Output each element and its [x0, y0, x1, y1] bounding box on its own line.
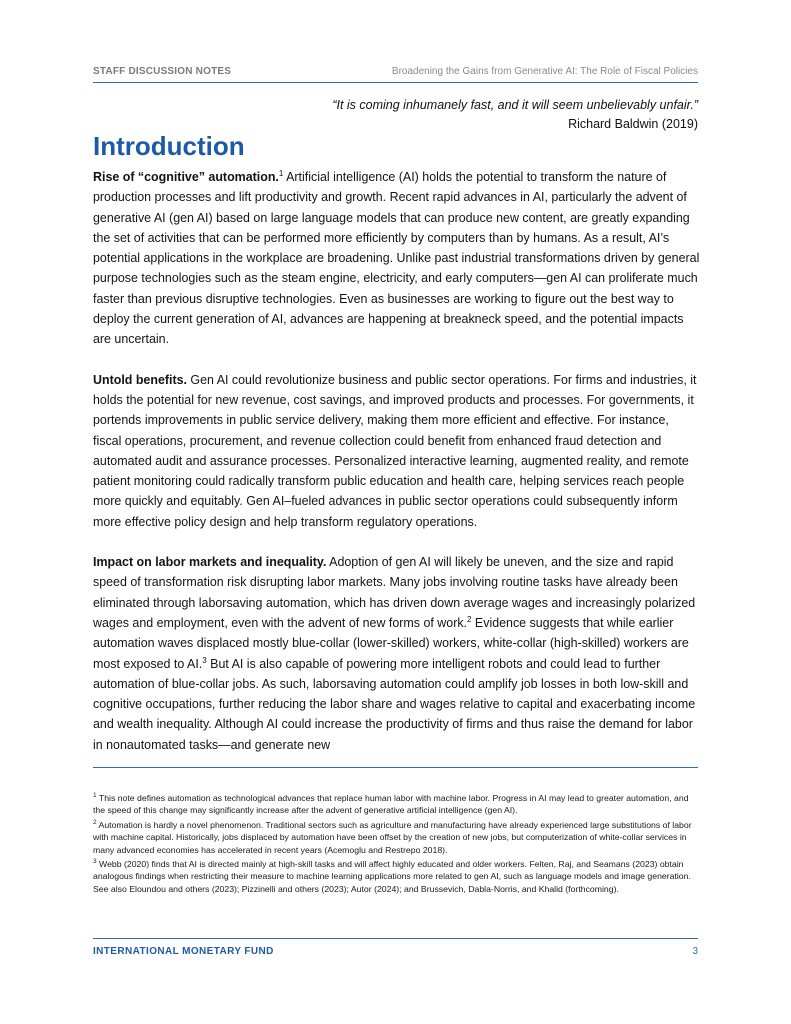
footnote-ref-1[interactable]: 1 [278, 168, 284, 178]
footnote-ref-3[interactable]: 3 [202, 655, 207, 665]
paragraph-lead: Untold benefits. [93, 372, 187, 387]
footnote-3 [93, 858, 700, 895]
footnote-number: 3 [93, 858, 97, 866]
epigraph [98, 96, 698, 134]
footnote-number: 2 [93, 818, 97, 826]
footnote-2 [93, 819, 700, 856]
epigraph-attribution: Richard Baldwin (2019) [568, 117, 698, 131]
running-header-series: STAFF DISCUSSION NOTES [93, 66, 232, 77]
footnote-divider [93, 767, 698, 768]
header-divider [93, 82, 698, 83]
paragraph-text: But AI is also capable of powering more intelligent robots and could lead to further automation of blue-collar jobs. As such, laborsaving automation could amplify job losses in both low-skill and cognitive occupations, further reducing the labor share and wages relative to capital and exacerbating income and wealth inequality. Although AI could increase the productivity of firms and thus raise the demand for labor in nonautomated tasks—and generate new [93, 656, 696, 752]
paragraph-text: Gen AI could revolutionize business and public sector operations. For firms and industries, it holds the potential for new revenue, cost savings, and improved products and processes. For governments, it portends improvements in public service delivery, making them more efficient and effective. For instance, fiscal operations, procurement, and revenue collection could benefit from enhanced fraud detection and automated audit and assurance processes. Personalized interactive learning, augmented reality, and remote patient monitoring could radically transform public education and health care, helping services reach people more quickly and equitably. Gen AI–fueled advances in public sector operations could subsequently inform more effective policy design and help transform regulatory operations. [93, 372, 697, 529]
paragraph-benefits [93, 370, 700, 532]
paragraph-text: Adoption of gen AI will likely be uneven, and the size and rapid speed of transformation risk disrupting labor markets. Many jobs involving routine tasks have already been eliminated through laborsaving automation, which has driven down average wages and increasingly polarized wages and employment, even with the advent of new forms of work. [93, 555, 696, 630]
footnotes [93, 792, 700, 897]
footnote-1 [93, 792, 700, 817]
running-header-title: Broadening the Gains from Generative AI: The Role of Fiscal Policies [391, 66, 698, 77]
paragraph-text: Artificial intelligence (AI) holds the potential to transform the nature of production processes and lift productivity and growth. Recent rapid advances in AI, particularly the advent of generative AI (gen AI) based on large language models that can produce new content, are greatly expanding the set of activities that can be performed more efficiently by computers than by humans. As a result, AI’s potential applications in the workplace are broadening. Unlike past industrial transformations driven by general purpose technologies such as the steam engine, electricity, and early computers—gen AI can proliferate much faster than previous disruptive technologies. Even as businesses are working to figure out the best way to deploy the current generation of AI, advances are happening at breakneck speed, and the potential impacts are uncertain. [93, 170, 700, 347]
footnote-text: This note defines automation as technological advances that replace human labor with machine labor. Progress in AI may lead to greater automation, and the speed of this change may significantly increase after the advent of generative artificial intelligence (gen AI). [93, 793, 689, 816]
paragraph-labor-markets [93, 552, 700, 755]
footnote-number: 1 [93, 792, 97, 800]
page-number: 3 [692, 946, 698, 957]
section-title: Introduction [93, 131, 245, 161]
footnote-text: Webb (2020) finds that AI is directed mainly at high-skill tasks and will affect highly educated and older workers. Felten, Raj, and Seamans (2023) obtain analogous findings when restricting their measure to machine learning applications more related to gen AI, such as language models and image generation. See also Eloundou and others (2023); Pizzinelli and others (2023); Autor (2024); and Brussevich, Dabla-Norris, and Khalid (forthcoming). [93, 859, 691, 894]
paragraph-lead: Impact on labor markets and inequality. [93, 555, 327, 570]
footer-divider [93, 938, 698, 939]
paragraph-lead: Rise of “cognitive” automation. [93, 170, 279, 184]
footer-organization: INTERNATIONAL MONETARY FUND [93, 946, 274, 957]
footnote-ref-2[interactable]: 2 [467, 614, 472, 624]
footnote-text: Automation is hardly a novel phenomenon. Traditional sectors such as agriculture and manufacturing have already experienced large substitutions of labor with machine capital. Historically, jobs displaced by automation have been offset by the creation of new jobs, but computerization of white-collar services in many advanced economies has accelerated in recent years (Acemoglu and Restrepo 2018). [93, 819, 692, 855]
paragraph-text: Evidence suggests that while earlier automation waves displaced mostly blue-collar (lower-skilled) workers, white-collar (high-skilled) workers are most exposed to AI. [93, 615, 689, 671]
epigraph-quote: “It is coming inhumanely fast, and it will seem unbelievably unfair.” [332, 98, 698, 112]
body-text [93, 167, 700, 775]
paragraph-automation [93, 167, 700, 350]
